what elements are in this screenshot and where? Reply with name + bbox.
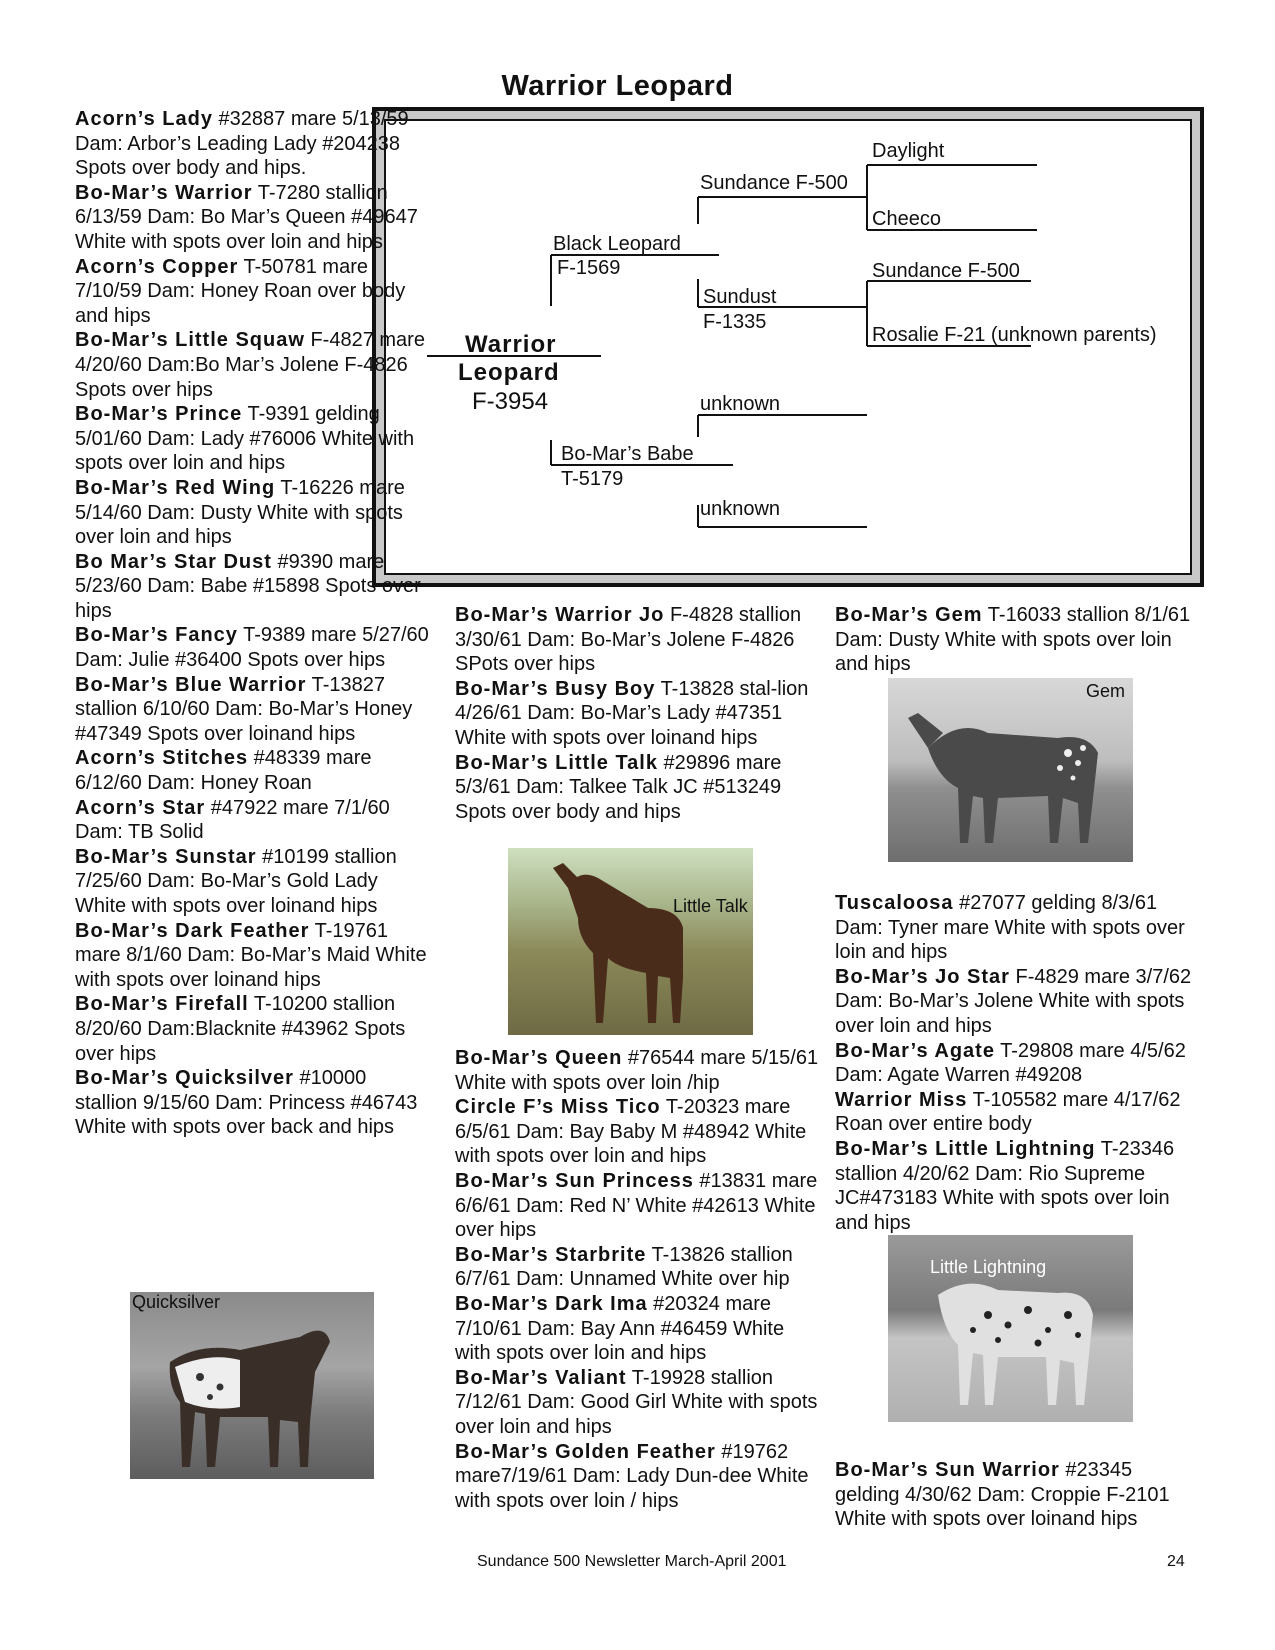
horse-name: Bo-Mar’s Fancy (75, 624, 238, 647)
horse-name: Bo-Mar’s Red Wing (75, 476, 276, 499)
dam-name: Bo-Mar’s Babe (561, 443, 694, 465)
horse-entry (75, 623, 430, 672)
horse-entry (455, 1095, 820, 1169)
horse-details: T-105582 mare 4/17/62 Roan over entire body (835, 1088, 1181, 1136)
horse-details: #23345 gelding 4/30/62 Dam: Croppie F-2101 White with spots over loinand hips (835, 1459, 1170, 1531)
dam-sire: unknown (700, 393, 781, 415)
horse-name: Bo-Mar’s Little Squaw (75, 329, 305, 352)
horse-entry (455, 1243, 820, 1292)
dam-dam: unknown (700, 498, 781, 520)
horse-entry (75, 919, 430, 993)
horse-entry (455, 1440, 820, 1514)
horse-details: T-19761 mare 8/1/60 Dam: Bo-Mar’s Maid White with spots over loinand hips (75, 919, 427, 991)
horse-details: T-23346 stallion 4/20/62 Dam: Rio Supreme JC#473183 White with spots over loin and hips (835, 1137, 1175, 1234)
column-right-bottom (835, 1458, 1200, 1532)
horse-details: T-13827 stallion 6/10/60 Dam: Bo-Mar’s Honey #47349 Spots over loinand hips (75, 673, 413, 745)
horse-entry (835, 1137, 1200, 1235)
horse-details: F-4829 mare 3/7/62 Dam: Bo-Mar’s Jolene White with spots over loin and hips (835, 965, 1192, 1037)
horse-entry (75, 255, 430, 329)
horse-entry (75, 746, 430, 795)
horse-entry (455, 1292, 820, 1366)
horse-name: Bo Mar’s Star Dust (75, 550, 272, 573)
horse-details: #13831 mare 6/6/61 Dam: Red N’ White #42613 White over hips (455, 1169, 818, 1242)
page-title: Warrior Leopard (501, 70, 734, 102)
horse-entry (75, 328, 430, 402)
sire-name: Black Leopard (553, 233, 681, 255)
horse-entry (75, 550, 430, 624)
horse-entry (835, 1088, 1200, 1137)
horse-name: Bo-Mar’s Dark Ima (455, 1292, 648, 1315)
horse-name: Bo-Mar’s Sunstar (75, 845, 257, 868)
horse-details: #76544 mare 5/15/61 White with spots over loin /hip (455, 1047, 819, 1094)
footer-page-number: 24 (1167, 1553, 1185, 1570)
horse-name: Acorn’s Stitches (75, 747, 249, 770)
horse-details: T-13828 stal-lion 4/26/61 Dam: Bo-Mar’s Lady #47351 White with spots over loinand hips (455, 677, 809, 749)
horse-name: Bo-Mar’s Valiant (455, 1366, 627, 1389)
horse-entry (75, 992, 430, 1066)
horse-name: Warrior Miss (835, 1088, 968, 1111)
horse-entry (835, 603, 1200, 677)
horse-details: #29896 mare 5/3/61 Dam: Talkee Talk JC #513249 Spots over body and hips (455, 751, 782, 823)
footer-newsletter: Sundance 500 Newsletter March-April 2001 (477, 1553, 787, 1570)
photo-little-talk (508, 848, 753, 1035)
photo-caption-little-lightning: Little Lightning (930, 1257, 1047, 1277)
horse-details: T-50781 mare 7/10/59 Dam: Honey Roan over body and hips (75, 255, 406, 327)
column-left (75, 107, 430, 1140)
horse-entry (75, 1066, 430, 1140)
horse-details: #47922 mare 7/1/60 Dam: TB Solid (75, 796, 390, 844)
horse-name: Bo-Mar’s Warrior Jo (455, 604, 665, 626)
horse-name: Bo-Mar’s Prince (75, 403, 243, 426)
horse-name: Bo-Mar’s Little Lightning (835, 1137, 1096, 1160)
horse-name: Bo-Mar’s Agate (835, 1039, 995, 1062)
horse-silhouette-icon (130, 1292, 374, 1479)
dam-reg: T-5179 (561, 468, 624, 490)
horse-entry (75, 796, 430, 845)
horse-entry (455, 1366, 820, 1440)
photo-quicksilver (130, 1292, 374, 1479)
horse-entry (835, 1039, 1200, 1088)
horse-name: Bo-Mar’s Gem (835, 604, 983, 626)
horse-entry (75, 673, 430, 747)
sire-dam: Sundust (703, 286, 777, 308)
horse-entry (75, 107, 430, 181)
horse-name: Tuscaloosa (835, 892, 954, 914)
horse-name: Bo-Mar’s Warrior (75, 181, 253, 204)
horse-details: T-9389 mare 5/27/60 Dam: Julie #36400 Spots over hips (75, 624, 429, 672)
sire-sire: Sundance F-500 (700, 172, 848, 194)
horse-entry (75, 845, 430, 919)
horse-entry (455, 751, 820, 825)
column-right-top (835, 603, 1200, 677)
horse-entry (75, 476, 430, 550)
horse-silhouette-icon (888, 678, 1133, 862)
horse-name: Acorn’s Lady (75, 108, 213, 130)
sire-dam-sire: Sundance F-500 (872, 260, 1020, 282)
horse-details: T-16226 mare 5/14/60 Dam: Dusty White with spots over loin and hips (75, 476, 405, 549)
horse-details: F-4828 stallion 3/30/61 Dam: Bo-Mar’s Jolene F-4826 SPots over hips (455, 604, 802, 676)
horse-name: Bo-Mar’s Firefall (75, 993, 249, 1016)
horse-details: #9390 mare 5/23/60 Dam: Babe #15898 Spots over hips (75, 550, 421, 622)
horse-details: #20324 mare 7/10/61 Dam: Bay Ann #46459 White with spots over loin and hips (455, 1292, 785, 1365)
horse-name: Bo-Mar’s Sun Princess (455, 1169, 694, 1192)
photo-little-lightning (888, 1235, 1133, 1422)
horse-details: T-13826 stallion 6/7/61 Dam: Unnamed White over hip (455, 1243, 793, 1291)
horse-details: F-4827 mare 4/20/60 Dam:Bo Mar’s Jolene F-4826 Spots over hips (75, 329, 425, 401)
horse-details: #10000 stallion 9/15/60 Dam: Princess #46743 White with spots over back and hips (75, 1067, 418, 1139)
horse-entry (835, 965, 1200, 1039)
sire-sire-dam: Cheeco (872, 208, 941, 230)
horse-details: #19762 mare7/19/61 Dam: Lady Dun-dee White with spots over loin / hips (455, 1440, 809, 1512)
horse-name: Bo-Mar’s Queen (455, 1047, 623, 1069)
column-middle-top (455, 603, 820, 824)
subject-reg: F-3954 (472, 388, 549, 415)
horse-details: T-7280 stallion 6/13/59 Dam: Bo Mar’s Queen #49647 White with spots over loin and hips (75, 181, 418, 253)
horse-details: T-19928 stallion 7/12/61 Dam: Good Girl White with spots over loin and hips (455, 1366, 818, 1438)
horse-name: Acorn’s Copper (75, 255, 239, 278)
sire-dam-dam: Rosalie F-21 (unknown parents) (872, 324, 1157, 346)
horse-silhouette-icon (508, 848, 753, 1035)
subject-name-line2: Leopard (458, 359, 560, 386)
horse-details: T-29808 mare 4/5/62 Dam: Agate Warren #49208 (835, 1039, 1186, 1087)
column-right-middle (835, 891, 1200, 1235)
horse-name: Bo-Mar’s Jo Star (835, 965, 1010, 988)
horse-details: #10199 stallion 7/25/60 Dam: Bo-Mar’s Gold Lady White with spots over loinand hips (75, 845, 397, 917)
sire-reg: F-1569 (557, 257, 621, 279)
horse-entry (75, 181, 430, 255)
horse-details: #27077 gelding 8/3/61 Dam: Tyner mare White with spots over loin and hips (835, 892, 1185, 964)
horse-entry (455, 1046, 820, 1095)
column-middle-bottom (455, 1046, 820, 1513)
horse-name: Bo-Mar’s Busy Boy (455, 677, 656, 700)
horse-name: Bo-Mar’s Golden Feather (455, 1440, 716, 1463)
horse-name: Bo-Mar’s Little Talk (455, 751, 658, 774)
horse-details: T-20323 mare 6/5/61 Dam: Bay Baby M #48942 White with spots over loin and hips (455, 1096, 807, 1168)
horse-name: Bo-Mar’s Starbrite (455, 1243, 647, 1266)
horse-entry (835, 1458, 1200, 1532)
horse-name: Circle F’s Miss Tico (455, 1096, 661, 1119)
horse-entry (75, 402, 430, 476)
subject-name-line1: Warrior (465, 331, 557, 358)
horse-entry (835, 891, 1200, 965)
sire-sire-sire: Daylight (872, 140, 945, 162)
horse-name: Bo-Mar’s Dark Feather (75, 919, 310, 942)
photo-caption-little-talk: Little Talk (673, 896, 748, 916)
photo-gem (888, 678, 1133, 862)
horse-entry (455, 677, 820, 751)
sire-dam-reg: F-1335 (703, 311, 767, 333)
horse-details: #32887 mare 5/13/59 Dam: Arbor’s Leading Lady #204238 Spots over body and hips. (75, 108, 409, 180)
horse-entry (455, 603, 820, 677)
horse-details: #48339 mare 6/12/60 Dam: Honey Roan (75, 747, 372, 795)
horse-details: T-9391 gelding 5/01/60 Dam: Lady #76006 White with spots over loin and hips (75, 403, 415, 475)
horse-name: Bo-Mar’s Quicksilver (75, 1067, 294, 1090)
horse-name: Acorn’s Star (75, 796, 206, 819)
photo-caption-gem: Gem (1085, 681, 1125, 701)
horse-name: Bo-Mar’s Blue Warrior (75, 673, 307, 696)
horse-details: T-10200 stallion 8/20/60 Dam:Blacknite #43962 Spots over hips (75, 993, 406, 1065)
horse-entry (455, 1169, 820, 1243)
photo-caption-quicksilver: Quicksilver (132, 1292, 221, 1312)
horse-name: Bo-Mar’s Sun Warrior (835, 1459, 1060, 1481)
horse-details: T-16033 stallion 8/1/61 Dam: Dusty White with spots over loin and hips (835, 604, 1191, 676)
